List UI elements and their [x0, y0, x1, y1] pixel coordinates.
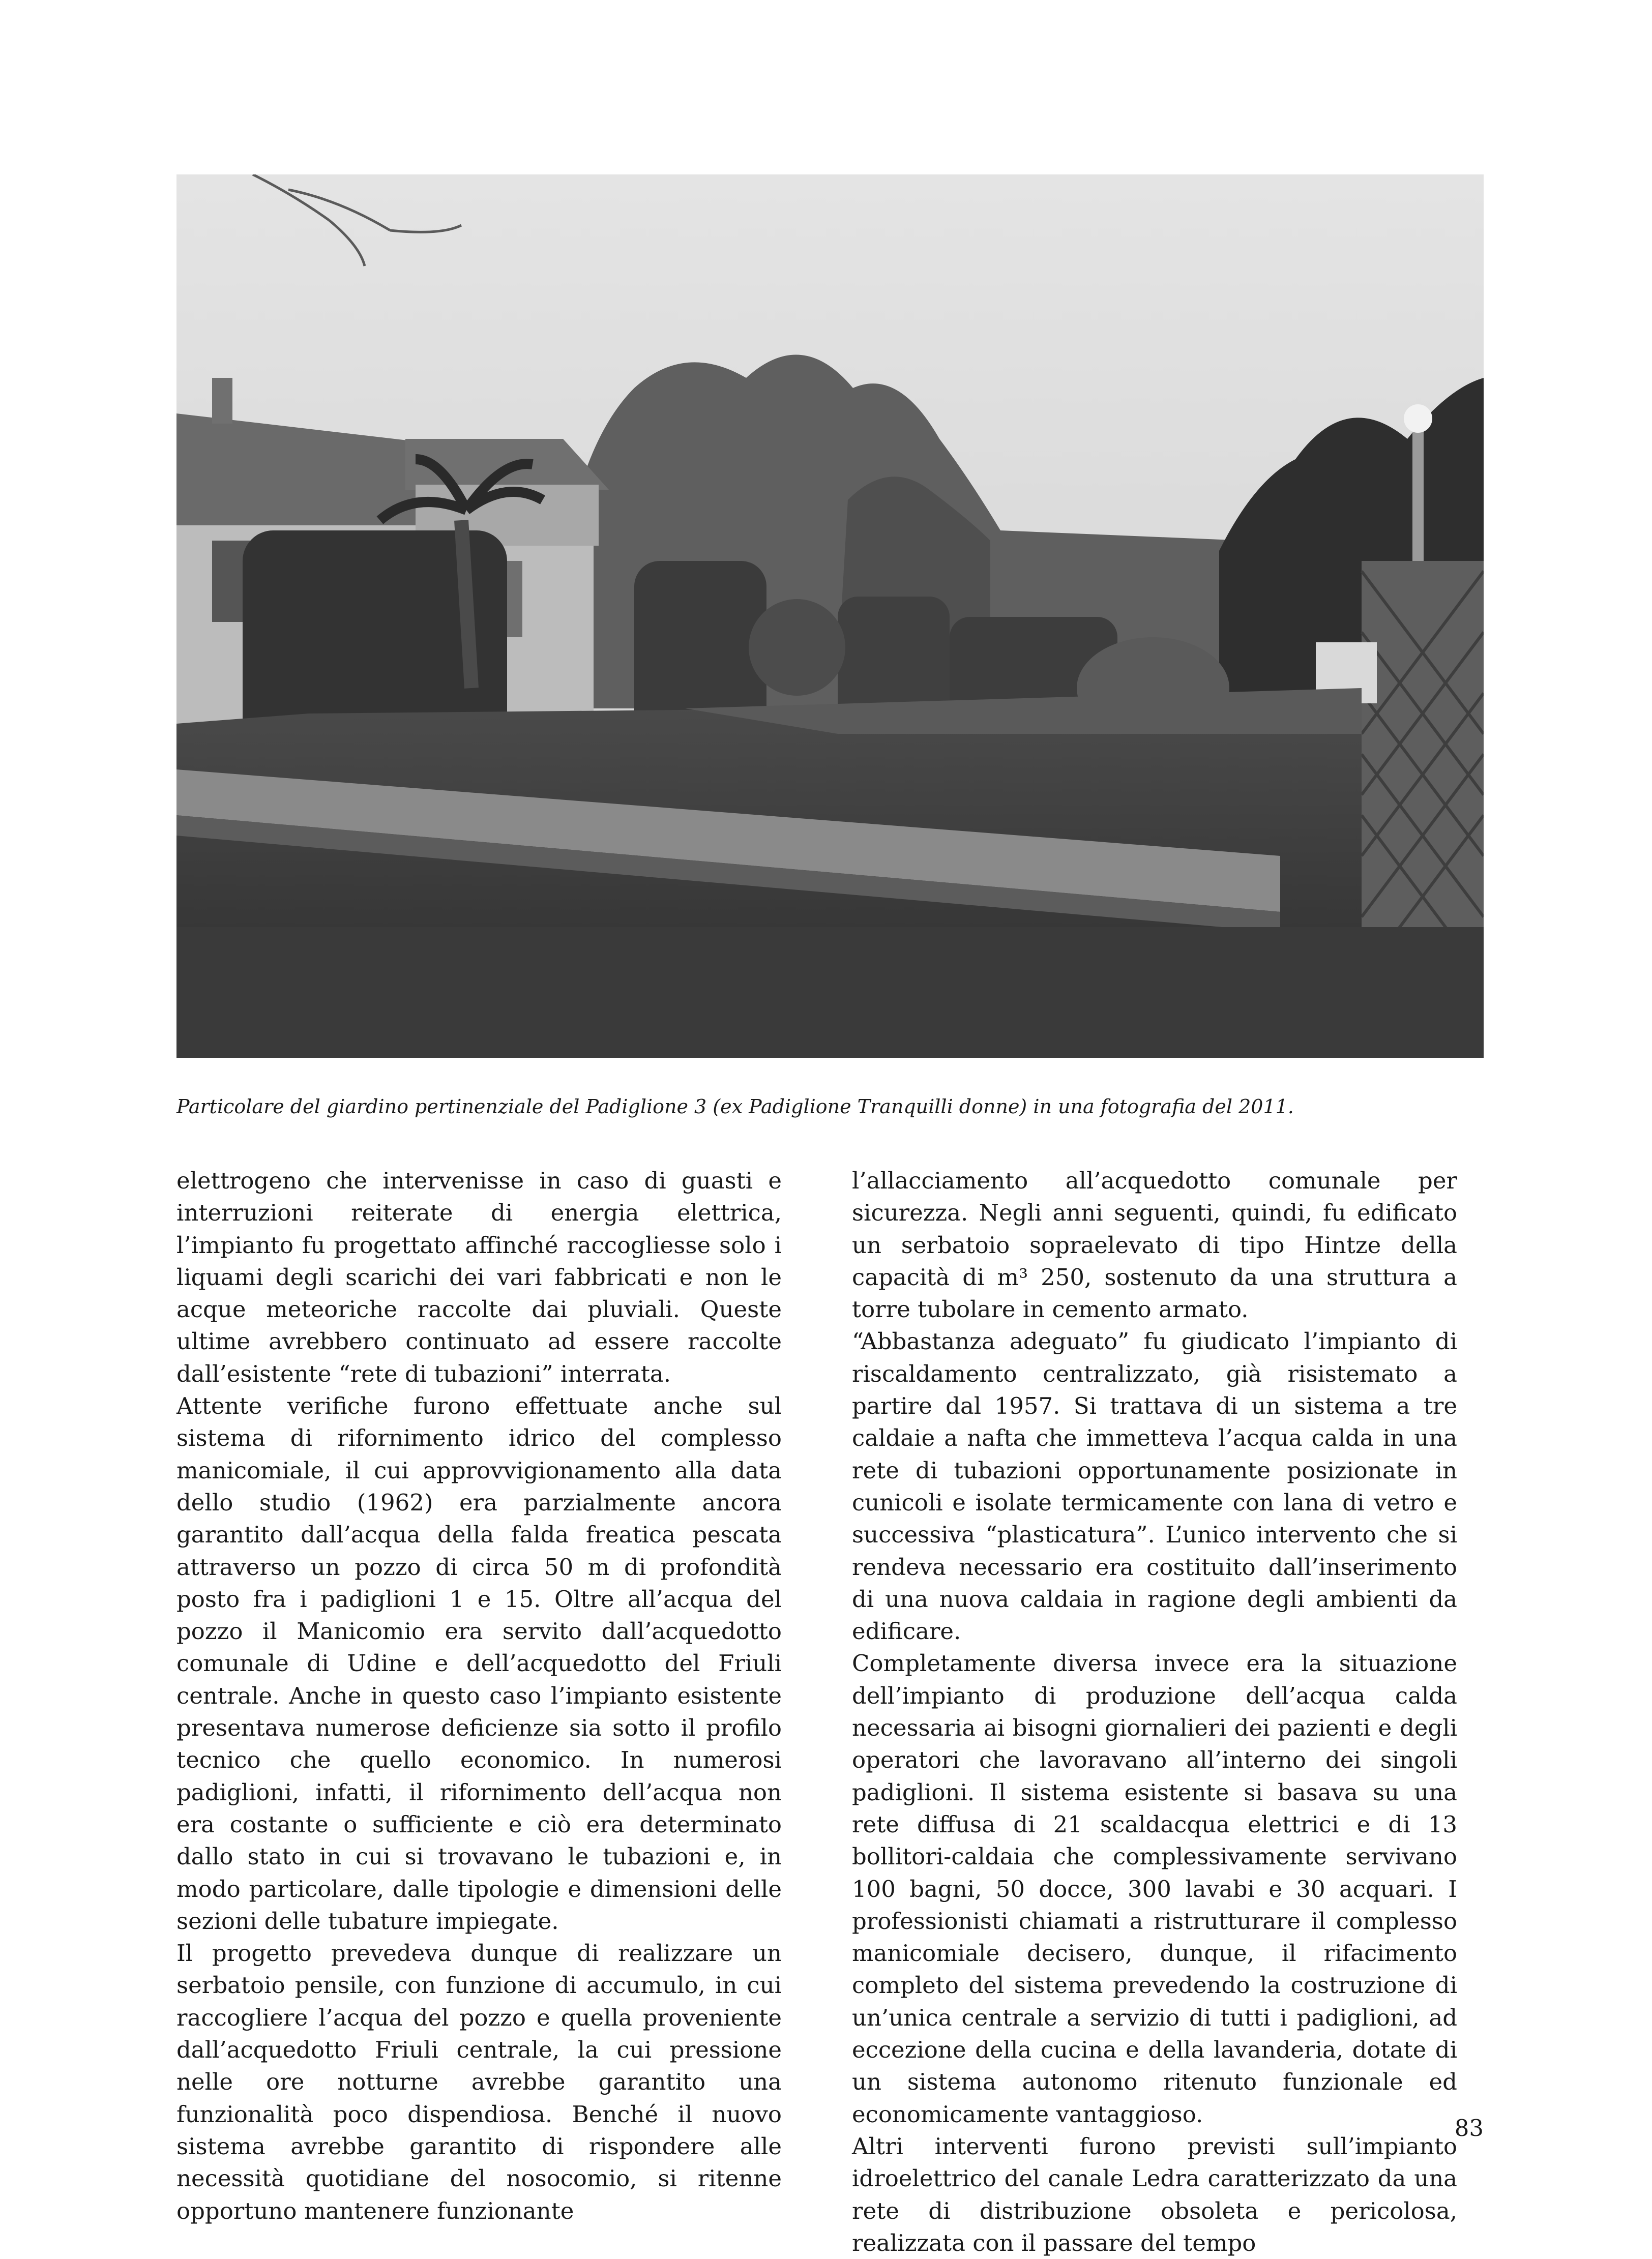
paragraph: Completamente diversa invece era la situazione dell’impianto di produzione dell’acqua calda necessaria ai bisogni giornalieri dei pazienti e degli operatori che lavoravano all’interno dei singoli padiglioni. Il sistema esistente si basava su una rete diffusa di 21 scaldacqua elettrici e di 13 bollitori-caldaia che complessivamente servivano 100 bagni, 50 docce, 300 lavabi e 30 acquari. I professionisti chiamati a ristrutturare il complesso manicomiale decisero, dunque, il rifacimento completo del sistema prevedendo la costruzione di un’unica centrale a servizio di tutti i padiglioni, ad eccezione della cucina e della lavanderia, dotate di un sistema autonomo ritenuto funzionale ed economicamente vantaggioso. [852, 1650, 1457, 2128]
paragraph: “Abbastanza adeguato” fu giudicato l’impianto di riscaldamento centralizzato, già risistemato a partire dal 1957. Si trattava di un sistema a tre caldaie a nafta che immetteva l’acqua calda in una rete di tubazioni opportunamente posizionate in cunicoli e isolate termicamente con lana di vetro e successiva “plasticatura”. L’unico intervento che si rendeva necessario era costituito dall’inserimento di una nuova caldaia in ragione degli ambienti da edificare. [852, 1328, 1457, 1645]
paragraph: Attente verifiche furono effettuate anche sul sistema di rifornimento idrico del complesso manicomiale, il cui approvvigionamento alla data dello studio (1962) era parzialmente ancora garantito dall’acqua della falda freatica pescata attraverso un pozzo di circa 50 m di profondità posto fra i padiglioni 1 e 15. Oltre all’acqua del pozzo il Manicomio era servito dall’acquedotto comunale di Udine e dell’acquedotto del Friuli centrale. Anche in questo caso l’impianto esistente presentava numerose deficienze sia sotto il profilo tecnico che quello economico. In numerosi padiglioni, infatti, il rifornimento dell’acqua non era costante o sufficiente e ciò era determinato dallo stato in cui si trovavano le tubazioni e, in modo particolare, dalle tipologie e dimensioni delle sezioni delle tubature impiegate. [176, 1392, 782, 1935]
photo-caption: Particolare del giardino pertinenziale del Padiglione 3 (ex Padiglione Tranquilli donne) in una fotografia del 2011. [176, 1095, 1294, 1118]
paragraph: elettrogeno che intervenisse in caso di guasti e interruzioni reiterate di energia elettrica, l’impianto fu progettato affinché raccogliesse solo i liquami degli scarichi dei vari fabbricati e non le acque meteoriche raccolte dai pluviali. Queste ultime avrebbero continuato ad essere raccolte dall’esistente “rete di tubazioni” interrata. [176, 1167, 782, 1387]
garden-photo-image [176, 174, 1484, 1058]
text-column-left [176, 1165, 782, 2227]
paragraph: Il progetto prevedeva dunque di realizzare un serbatoio pensile, con funzione di accumulo, in cui raccogliere l’acqua del pozzo e quella proveniente dall’acquedotto Friuli centrale, la cui pressione nelle ore notturne avrebbe garantito una funzionalità poco dispendiosa. Benché il nuovo sistema avrebbe garantito di rispondere alle necessità quotidiane del nosocomio, si ritenne opportuno mantenere funzionante [176, 1940, 782, 2224]
garden-photo [176, 174, 1484, 1058]
page-number: 83 [1454, 2115, 1484, 2142]
paragraph: l’allacciamento all’acquedotto comunale per sicurezza. Negli anni seguenti, quindi, fu edificato un serbatoio sopraelevato di tipo Hintze della capacità di m³ 250, sostenuto da una struttura a torre tubolare in cemento armato. [852, 1167, 1457, 1323]
text-column-right [852, 1165, 1457, 2259]
paragraph: Altri interventi furono previsti sull’impianto idroelettrico del canale Ledra caratterizzato da una rete di distribuzione obsoleta e pericolosa, realizzata con il passare del tempo [852, 2132, 1457, 2256]
